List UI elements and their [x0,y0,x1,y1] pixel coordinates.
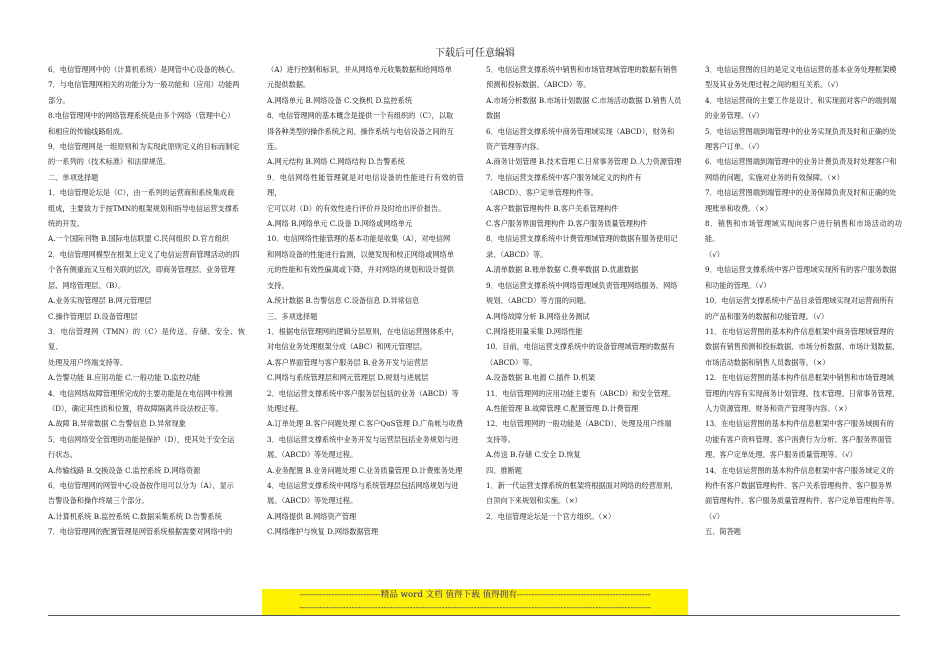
text-line: 和功能的管理。（√） [705,280,771,290]
text-line: 4．电信网络故障管理所完成的主要功能是在电信网中检测 [48,388,233,398]
text-line: A.订单处理 B.客户问题处理 C.客户QoS管理 D.广角帐与收费 [267,419,464,429]
text-line: 7．电信管理网的配置管理是网管系统根据需要对网络中的 [48,527,233,537]
text-line: 11．电信管理网的应用功能主要有（ABCD）和安全管理。 [486,388,676,398]
text-line: 数据 [486,111,501,121]
text-line: 告警设备和操作终端三个部分。 [48,496,149,506]
footer-banner-line-2: ------------------------------------------------------------------------------------------------------------------------- [299,603,651,613]
text-line: 功能有客户资料管理、客户消费行为分析、客户服务界面管 [705,434,892,444]
text-line: 处理及用户终端支持等。 [48,357,128,367]
text-line: 4．电信运营商的主要工作是设计、和实现面对客户的端到端 [705,95,897,105]
text-line: 9．电信网络性能管理就是对电信设备的性能进行有效的管理， [267,172,464,198]
document-body [48,62,910,590]
text-line: 5．电信运营图端到端管理中的业务实现负责及时和正确的处 [705,126,897,136]
text-line: A.网元结构 B.网络 C.网络结构 D.告警系统 [267,157,405,167]
text-line: 三、多项选择题 [267,311,318,321]
text-line: A.业务实现管理层 B.网元管理层 [48,296,152,306]
text-line: 10．电信网络性能管理的基本功能是收集（A），对电信网 [267,234,451,244]
text-line: 和网络设备的性能进行监测，以便发现和校正网络或网络单 [267,249,454,259]
text-line: C.网络与系统管理层和网元管理层 D.规划与进展层 [267,373,429,383]
text-line: 2．电信管理论坛是一个官方组织。（×） [486,511,616,521]
text-column-1 [48,62,245,590]
text-line: 14．在电信运营图的基本构件信息框架中客户服务域定义的 [705,465,894,475]
text-line: 7．电信运营支撑系统中客户服务域定义的构件有 [486,172,642,182]
text-line: 10．目前，电信运营支撑系统中的设备管理域管理的数据有 [486,342,675,352]
text-line: 元提供数据。 [267,80,311,90]
text-line: 资产管理等内容。 [486,142,544,152]
text-line: 6．电信管理网中的（计算机系统）是网管中心设备的核心。 [48,65,240,74]
text-line: 管理的内容有实现商务计划管理、技术管理、日常事务管理、 [705,388,900,398]
text-line: 市场活动数据和销售人员数据等。（×） [705,357,830,367]
text-line: 9．电信运营支撑系统中客户管理域实现所有的客户服务数据 [705,265,897,275]
text-line: 录、（ABCD）等。 [486,249,548,259]
text-line: 10．电信运营支撑系统中产品目录管理域实现对运营商所有 [705,296,894,306]
text-line: A.客户界面管理与客户服务层 B.业务开发与运营层 [267,357,429,367]
text-line: C.操作管理层 D.设备管理层 [48,311,138,321]
text-line: 7．电信运营图端到端管理中的业务保障负责及时和正确的处 [705,188,897,198]
text-line: A.业务配置 B.业务问题处理 C.业务质量管理 D.计费账务处理 [267,465,463,475]
text-line: 6．电信运营图端到端管理中的业务计费负责及时处理客户和 [705,157,897,167]
text-line: 8．销售和市场管理域实现向客户进行销售和市场活动的功能。 [705,219,902,244]
text-line: （√） [705,249,724,259]
text-line: 展、（ABCD）等处理过程。 [267,496,358,506]
text-line: 的一系列的（技术标准）和法律规范。 [48,157,171,167]
text-line: A.性能管理 B.故障管理 C.配置管理 D.计费管理 [486,403,639,413]
text-line: 12．在电信运营图的基本构件信息框架中销售和市场管理域 [705,373,894,383]
text-line: A.网络故障分析 B.网络业务测试 [486,311,590,321]
text-line: 的产品和服务的数据和功能管理。（√） [705,311,829,321]
text-line: 层、网络管理层、（B）。 [48,280,126,290]
text-line: 处理过程。 [267,403,303,413]
text-line: 11．在电信运营图的基本构件信息框架中商务管理域管理的 [705,326,894,336]
text-line: A.告警功能 B.应用功能 C.一般功能 D.监控功能 [48,373,201,383]
text-line: 4．电信运营支撑系统中网络与系统管理层包括网络规划与进 [267,480,459,490]
text-line: C.网络使用量采集 D.网络性能 [486,326,583,336]
text-line: 3．电信运营图的目的是定义电信运营的基本业务处理框架模 [705,65,897,74]
text-line: （√） [705,511,724,521]
text-line: 行状态。 [48,450,77,460]
text-line: 得各种类型的操作系统之间、操作系统与电信设备之间的互 [267,126,454,136]
text-line: 6．电信运营支撑系统中商务管理域实现（ABCD），财务和 [486,126,675,136]
text-line: 9．电信运营支撑系统中网络管理域负责管理网络服务、网络 [486,280,678,290]
text-line: A.传送 B.存储 C.安全 D.恢复 [486,450,581,460]
text-line: 6．电信管理网的网管中心设备按作用可以分为（A）、显示 [48,480,234,490]
text-line: 理客户订单。（√） [705,142,764,152]
text-line: 预测和投标数据、（ABCD）等。 [486,80,591,90]
text-line: 支持等。 [486,434,515,444]
text-line: （ABCD）、客户定单管理构件等。 [486,188,598,198]
text-line: C.网络维护与恢复 D.网络数据管理 [267,527,379,537]
text-line: （ABCD）等。 [486,357,537,367]
text-line: 五、简答题 [705,527,741,537]
text-line: 连。 [267,142,282,152]
text-line: 自顶向下来规划和实施。（×） [486,496,582,506]
text-line: A.网络 B.网络单元 C.设备 D.网络或网络单元 [267,219,413,229]
text-line: 9．电信管理网是一组原则和为实现此原则定义的目标而制定 [48,142,240,152]
text-line: A.统计数据 B.告警信息 C.设备信息 D.异常信息 [267,296,420,306]
text-line: 理、客户定单处理、客户服务质量管理等。（√） [705,450,857,460]
text-line: 构件有客户数据管理构件、客户关系管理构件、客户服务界 [705,480,892,490]
text-line: 二、单项选择题 [48,172,99,182]
text-line: 部分。 [48,95,70,105]
text-line: 个各有侧重而又互相关联的层次，即商务管理层、业务管理 [48,265,235,275]
text-line: A.商务计划管理 B.技术管理 C.日常事务管理 D.人力资源管理 [486,157,682,167]
text-line: 12．电信管理网的一般功能是（ABCD）、处理及用户终端 [486,419,672,429]
text-line: 2．电信管理网模型在框架上定义了电信运营商管理活动的四 [48,249,240,259]
page-header: 下载后可任意编辑 [435,48,515,59]
text-line: 展、（ABCD）等处理过程。 [267,450,358,460]
text-line: C.客户服务界面管理构件 D.客户服务质量管理构件 [486,219,648,229]
text-line: 支持。 [267,280,289,290]
text-line: 和相应的传输线路组成。 [48,126,128,136]
text-line: A.传输线路 B.交换设备 C.监控系统 D.网络资源 [48,465,201,475]
text-line: A.清单数据 B.账单数据 C.费率数据 D.优惠数据 [486,265,639,275]
text-column-3 [486,62,683,590]
text-line: 1．电信管理论坛是（C），由一系列的运营商和系统集成商 [48,188,235,198]
text-line: A.网络提供 B.网络资产管理 [267,511,357,521]
text-line: 人力资源管理、财务和资产管理等内容。（×） [705,403,852,413]
footer-banner-line-1: ----------------------------精品 word 文档 值得下载 值得拥有---------------------------------------------- [299,590,651,600]
text-line: 理账单和收费。（×） [705,203,773,213]
text-line: 它可以对（D）的有效性进行评价并及时给出评价报告。 [267,203,446,213]
text-line: A.网络单元 B.网络设备 C.交换机 D.监控系统 [267,95,413,105]
text-line: 13．在电信运营图的基本构件信息框架中客户服务域拥有的 [705,419,894,429]
text-line: A.故障 B.异常数据 C.告警信息 D.异常现象 [48,419,186,429]
text-line: 对电信业务处理框架分成（ABC）和网元管理层。 [267,342,427,352]
text-line: 的业务管理。（√） [705,111,764,121]
text-column-2 [267,62,464,590]
text-line: A.客户数据管理构件 B.客户关系管理构件 [486,203,619,213]
text-line: 5．电信网络安全管理的功能是保护（D），使其处于安全运 [48,434,235,444]
text-line: A.市场分析数据 B.市场计划数据 C.市场活动数据 D.销售人员 [486,95,682,105]
text-line: 网络的问题，实施对业务的有效保障。（×） [705,172,844,182]
text-line: 2．电信运营支撑系统中客户服务层包括的业务（ABCD）等 [267,388,459,398]
text-line: A.计算机系统 B.监控系统 C.数据采集系统 D.告警系统 [48,511,222,521]
text-line: 数据有销售预测和投标数据、市场分析数据、市场计划数据、 [705,342,900,352]
text-line: 1．新一代运营支撑系统的框架将根据面对网络的经营原则， [486,480,678,490]
text-line: 组成，主要致力于按TMN的框架规划和指导电信运营支撑系 [48,203,239,213]
text-line: 元的性能和有效性偏离或下降，并对网络的规划和设计提供 [267,265,454,275]
text-line: 规划、（ABCD）等方面的问题。 [486,296,591,306]
text-line: （A）进行控制和标识，并从网络单元收集数据和给网络单 [267,65,452,74]
text-line: （D），确定其性质和位置，将故障隔离并设法校正等。 [48,403,223,413]
text-line: 面管理构件、客户服务质量管理构件、客户定单管理构件等。 [705,496,900,506]
text-line: 8．电信运营支撑系统中计费管理域管理的数据有服务使用记 [486,234,678,244]
text-line: 7．与电信管理网相关的功能分为一般功能和（应用）功能两 [48,80,240,90]
text-line: 8．电信管理网的基本概念是提供一个有组织的（C），以取 [267,111,454,121]
text-line: 型及其业务处理过程之间的相互关系。（√） [705,80,843,90]
text-line: 统的开发。 [48,219,84,229]
text-line: 1．根据电信管理网的逻辑分层原则，在电信运营图体系中， [267,326,459,336]
text-line: 3．电信运营支撑系统中业务开发与运营层包括业务规划与进 [267,434,459,444]
footer-banner [262,589,688,615]
text-line: 5．电信运营支撑系统中销售和市场管理域管理的数据有销售 [486,65,678,74]
bottom-divider [48,615,900,616]
text-line: 四、推断题 [486,465,522,475]
text-column-4 [705,62,902,590]
text-line: A.设备数据 B.电源 C.插件 D.机架 [486,373,596,383]
text-line: 8.电信管理网中的网络管理系统是由多个网络（管理中心） [48,111,235,121]
text-line: 3．电信管理网（TMN）的（C）是传送、存储、安全、恢复、 [48,326,245,352]
text-line: A.一个国际刊物 B.国际电信联盟 C.民间组织 D.官方组织 [48,234,229,244]
